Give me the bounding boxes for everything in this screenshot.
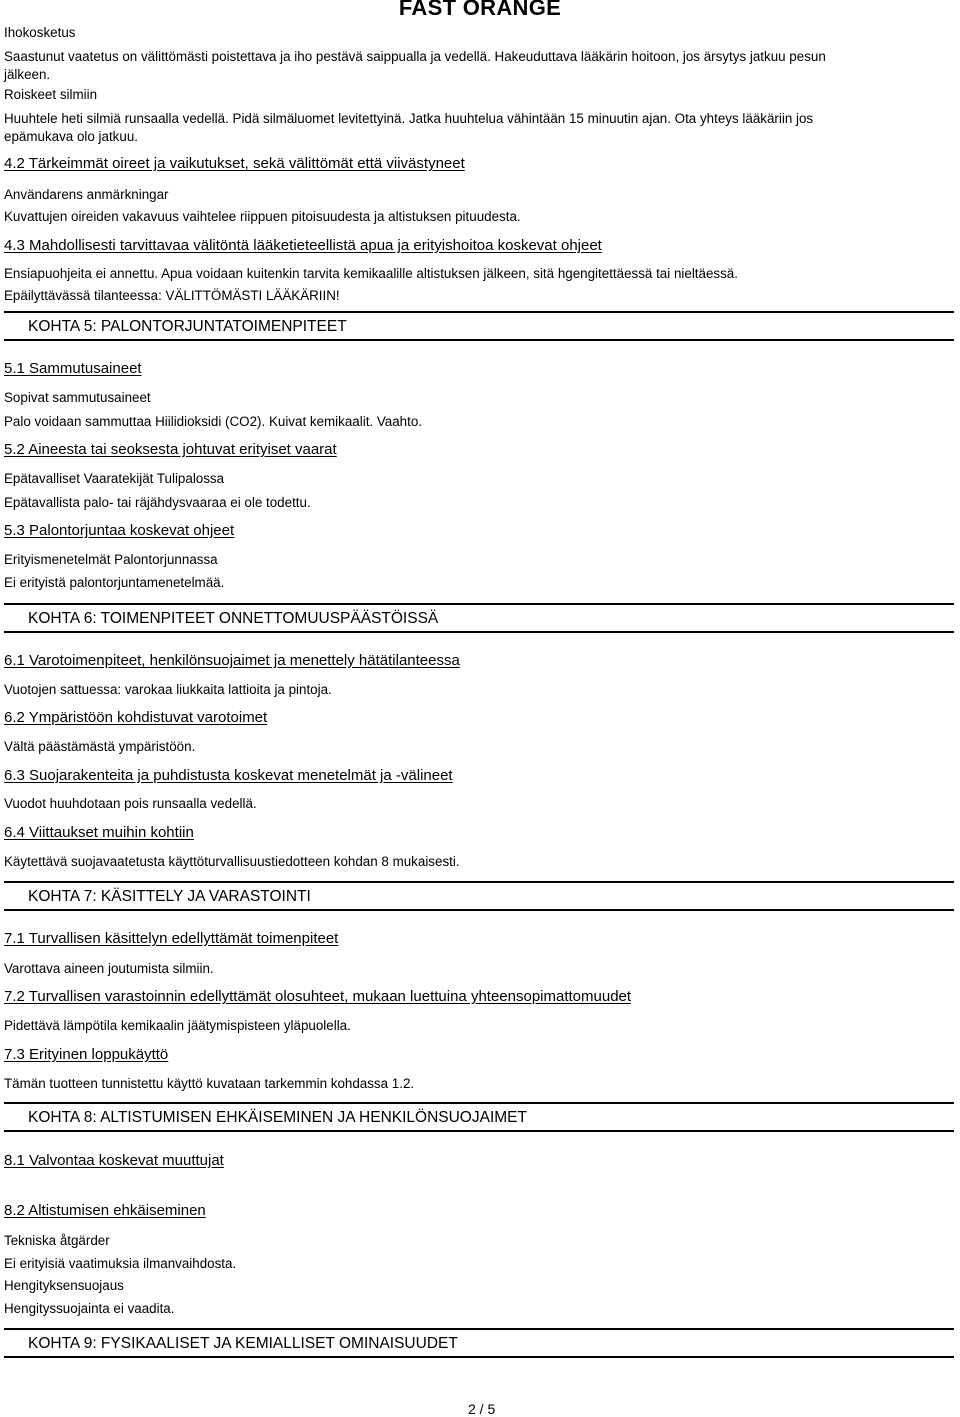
text-special-methods: Ei erityistä palontorjuntamenetelmää. (4, 575, 225, 590)
text-6-4: Käytettävä suojavaatetusta käyttöturvallisuustiedotteen kohdan 8 mukaisesti. (4, 854, 460, 869)
section-6-bar (4, 603, 954, 633)
text-first-aid: Ensiapuohjeita ei annettu. Apua voidaan kuitenkin tarvita kemikaalille altistuksen jälkeen, sitä hgengitettäessä tai nieltäessä. (4, 266, 738, 281)
label-respiratory-protection: Hengityksensuojaus (4, 1278, 124, 1293)
section-5-bar (4, 311, 954, 341)
label-unusual-hazards: Epätavalliset Vaaratekijät Tulipalossa (4, 471, 225, 486)
heading-7-1: 7.1 Turvallisen käsittelyn edellyttämät toimenpiteet (4, 930, 339, 947)
heading-6-4: 6.4 Viittaukset muihin kohtiin (4, 824, 194, 841)
text-skin-contact: Saastunut vaatetus on välittömästi poistettava ja iho pestävä saippualla ja vedellä. Hakeuduttava lääkärin hoitoon, jos ärsytys jatkuu pesun (4, 49, 826, 64)
text-6-2: Vältä päästämästä ympäristöön. (4, 739, 196, 754)
heading-5-2: 5.2 Aineesta tai seoksesta johtuvat erityiset vaarat (4, 441, 337, 458)
text-eye-contact-cont: epämukava olo jatkuu. (4, 129, 138, 144)
section-8-title: KOHTA 8: ALTISTUMISEN EHKÄISEMINEN JA HENKILÖNSUOJAIMET (28, 1109, 527, 1126)
section-9-title: KOHTA 9: FYSIKAALISET JA KEMIALLISET OMINAISUUDET (28, 1335, 458, 1352)
section-6-title: KOHTA 6: TOIMENPITEET ONNETTOMUUSPÄÄSTÖISSÄ (28, 610, 439, 627)
text-symptom-severity: Kuvattujen oireiden vakavuus vaihtelee riippuen pitoisuudesta ja altistuksen pituudesta. (4, 209, 521, 224)
heading-8-1: 8.1 Valvontaa koskevat muuttujat (4, 1152, 224, 1169)
section-9-bar (4, 1328, 954, 1358)
text-7-1: Varottava aineen joutumista silmiin. (4, 961, 214, 976)
text-eye-contact: Huuhtele heti silmiä runsaalla vedellä. Pidä silmäluomet levitettyinä. Jatka huuhtelua vähintään 15 minuutin ajan. Ota yhteys lääkäriin jos (4, 111, 814, 126)
label-user-remarks: Användarens anmärkningar (4, 187, 169, 202)
section-5-title: KOHTA 5: PALONTORJUNTATOIMENPITEET (28, 318, 347, 335)
label-technical-measures: Tekniska åtgärder (4, 1233, 110, 1248)
heading-4-3: 4.3 Mahdollisesti tarvittavaa välitöntä lääketieteellistä apua ja erityishoitoa koskevat ohjeet (4, 237, 602, 254)
label-special-methods: Erityismenetelmät Palontorjunnassa (4, 552, 218, 567)
section-7-bar (4, 881, 954, 911)
label-eye-contact: Roiskeet silmiin (4, 87, 98, 102)
heading-5-3: 5.3 Palontorjuntaa koskevat ohjeet (4, 522, 235, 539)
text-6-1: Vuotojen sattuessa: varokaa liukkaita lattioita ja pintoja. (4, 682, 332, 697)
heading-5-1: 5.1 Sammutusaineet (4, 360, 142, 377)
text-skin-contact-cont: jälkeen. (4, 67, 51, 82)
text-first-aid-doubt: Epäilyttävässä tilanteessa: VÄLITTÖMÄSTI LÄÄKÄRIIN! (4, 288, 340, 303)
document-title: FAST ORANGE (398, 0, 562, 20)
heading-7-3: 7.3 Erityinen loppukäyttö (4, 1046, 169, 1063)
page-number: 2 / 5 (468, 1401, 496, 1417)
heading-8-2: 8.2 Altistumisen ehkäiseminen (4, 1202, 206, 1219)
heading-6-2: 6.2 Ympäristöön kohdistuvat varotoimet (4, 709, 268, 726)
heading-4-2: 4.2 Tärkeimmät oireet ja vaikutukset, sekä välittömät että viivästyneet (4, 155, 465, 172)
text-unusual-hazards: Epätavallista palo- tai räjähdysvaaraa ei ole todettu. (4, 495, 311, 510)
text-respiratory-protection: Hengityssuojainta ei vaadita. (4, 1301, 175, 1316)
text-suitable-media: Palo voidaan sammuttaa Hiilidioksidi (CO2). Kuivat kemikaalit. Vaahto. (4, 414, 423, 429)
text-7-2: Pidettävä lämpötila kemikaalin jäätymispisteen yläpuolella. (4, 1018, 351, 1033)
heading-6-3: 6.3 Suojarakenteita ja puhdistusta koskevat menetelmät ja -välineet (4, 767, 453, 784)
label-suitable-media: Sopivat sammutusaineet (4, 390, 151, 405)
text-6-3: Vuodot huuhdotaan pois runsaalla vedellä. (4, 796, 257, 811)
label-skin-contact: Ihokosketus (4, 25, 76, 40)
heading-7-2: 7.2 Turvallisen varastoinnin edellyttämät olosuhteet, mukaan luettuina yhteensopimattomuudet (4, 988, 632, 1005)
section-7-title: KOHTA 7: KÄSITTELY JA VARASTOINTI (28, 888, 311, 905)
text-ventilation: Ei erityisiä vaatimuksia ilmanvaihdosta. (4, 1256, 237, 1271)
section-8-bar (4, 1102, 954, 1132)
heading-6-1: 6.1 Varotoimenpiteet, henkilönsuojaimet ja menettely hätätilanteessa (4, 652, 460, 669)
text-7-3: Tämän tuotteen tunnistettu käyttö kuvataan tarkemmin kohdassa 1.2. (4, 1076, 415, 1091)
